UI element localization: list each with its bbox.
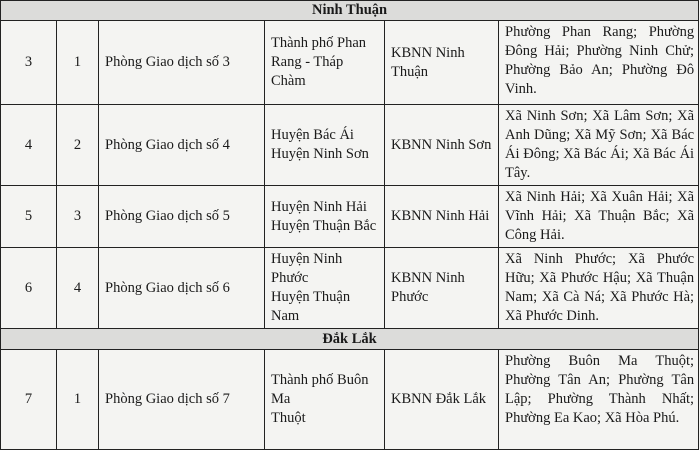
- kbnn-name: KBNN Đắk Lắk: [385, 350, 499, 450]
- table-row: [1, 350, 699, 450]
- office-name: Phòng Giao dịch số 4: [99, 105, 265, 186]
- province-header-row: [1, 329, 699, 350]
- area-cell: [265, 350, 385, 450]
- row-number: 1: [57, 21, 99, 105]
- kbnn-name: KBNN Ninh Sơn: [385, 105, 499, 186]
- kbnn-name: KBNN Ninh Thuận: [385, 21, 499, 105]
- row-stt: 7: [1, 350, 57, 450]
- scope-cell: Xã Ninh Sơn; Xã Lâm Sơn; Xã Anh Dũng; Xã Mỹ Sơn; Xã Bác Ái Đông; Xã Bác Ái; Xã Bác Ái Tây.: [499, 105, 699, 186]
- row-number: 3: [57, 186, 99, 248]
- area-line: Huyện Ninh Sơn: [271, 146, 369, 162]
- office-name: Phòng Giao dịch số 6: [99, 248, 265, 329]
- office-name: Phòng Giao dịch số 5: [99, 186, 265, 248]
- area-line: Thành phố Buôn Ma: [271, 372, 369, 407]
- area-cell: [265, 248, 385, 329]
- area-line: Thành phố Phan: [271, 35, 367, 51]
- area-line: Huyện Bác Ái: [271, 127, 354, 143]
- row-stt: 5: [1, 186, 57, 248]
- office-name: Phòng Giao dịch số 3: [99, 21, 265, 105]
- table-row: [1, 105, 699, 186]
- province-name: Ninh Thuận: [1, 1, 699, 21]
- office-name: Phòng Giao dịch số 7: [99, 350, 265, 450]
- row-number: 2: [57, 105, 99, 186]
- kbnn-name: KBNN Ninh Hải: [385, 186, 499, 248]
- row-stt: 4: [1, 105, 57, 186]
- area-cell: [265, 21, 385, 105]
- area-line: Huyện Thuận Nam: [271, 289, 351, 324]
- area-line: Huyện Ninh Hải: [271, 198, 367, 215]
- row-number: 4: [57, 248, 99, 329]
- province-header-row: [1, 1, 699, 21]
- scope-cell: Xã Ninh Hải; Xã Xuân Hải; Xã Vĩnh Hải; Xã Thuận Bắc; Xã Công Hải.: [499, 186, 699, 248]
- row-stt: 6: [1, 248, 57, 329]
- table-row: [1, 186, 699, 248]
- area-cell: [265, 186, 385, 248]
- scope-cell: Xã Ninh Phước; Xã Phước Hữu; Xã Phước Hậu; Xã Thuận Nam; Xã Cà Ná; Xã Phước Hà; Xã Phước Dinh.: [499, 248, 699, 329]
- row-number: 1: [57, 350, 99, 450]
- area-line: Thuột: [271, 410, 306, 426]
- kbnn-name: KBNN Ninh Phước: [385, 248, 499, 329]
- table-row: [1, 248, 699, 329]
- scope-cell: Phường Phan Rang; Phường Đông Hải; Phường Ninh Chử; Phường Bảo An; Phường Đô Vinh.: [499, 21, 699, 105]
- area-line: Rang - Tháp Chàm: [271, 54, 344, 89]
- area-cell: [265, 105, 385, 186]
- row-stt: 3: [1, 21, 57, 105]
- area-line: Huyện Ninh Phước: [271, 251, 343, 286]
- area-line: Huyện Thuận Bắc: [271, 217, 377, 234]
- table-row: [1, 21, 699, 105]
- province-name: Đắk Lắk: [1, 329, 699, 350]
- scope-cell: Phường Buôn Ma Thuột; Phường Tân An; Phường Tân Lập; Phường Thành Nhất; Phường Ea Kao; Xã Hòa Phú.: [499, 350, 699, 450]
